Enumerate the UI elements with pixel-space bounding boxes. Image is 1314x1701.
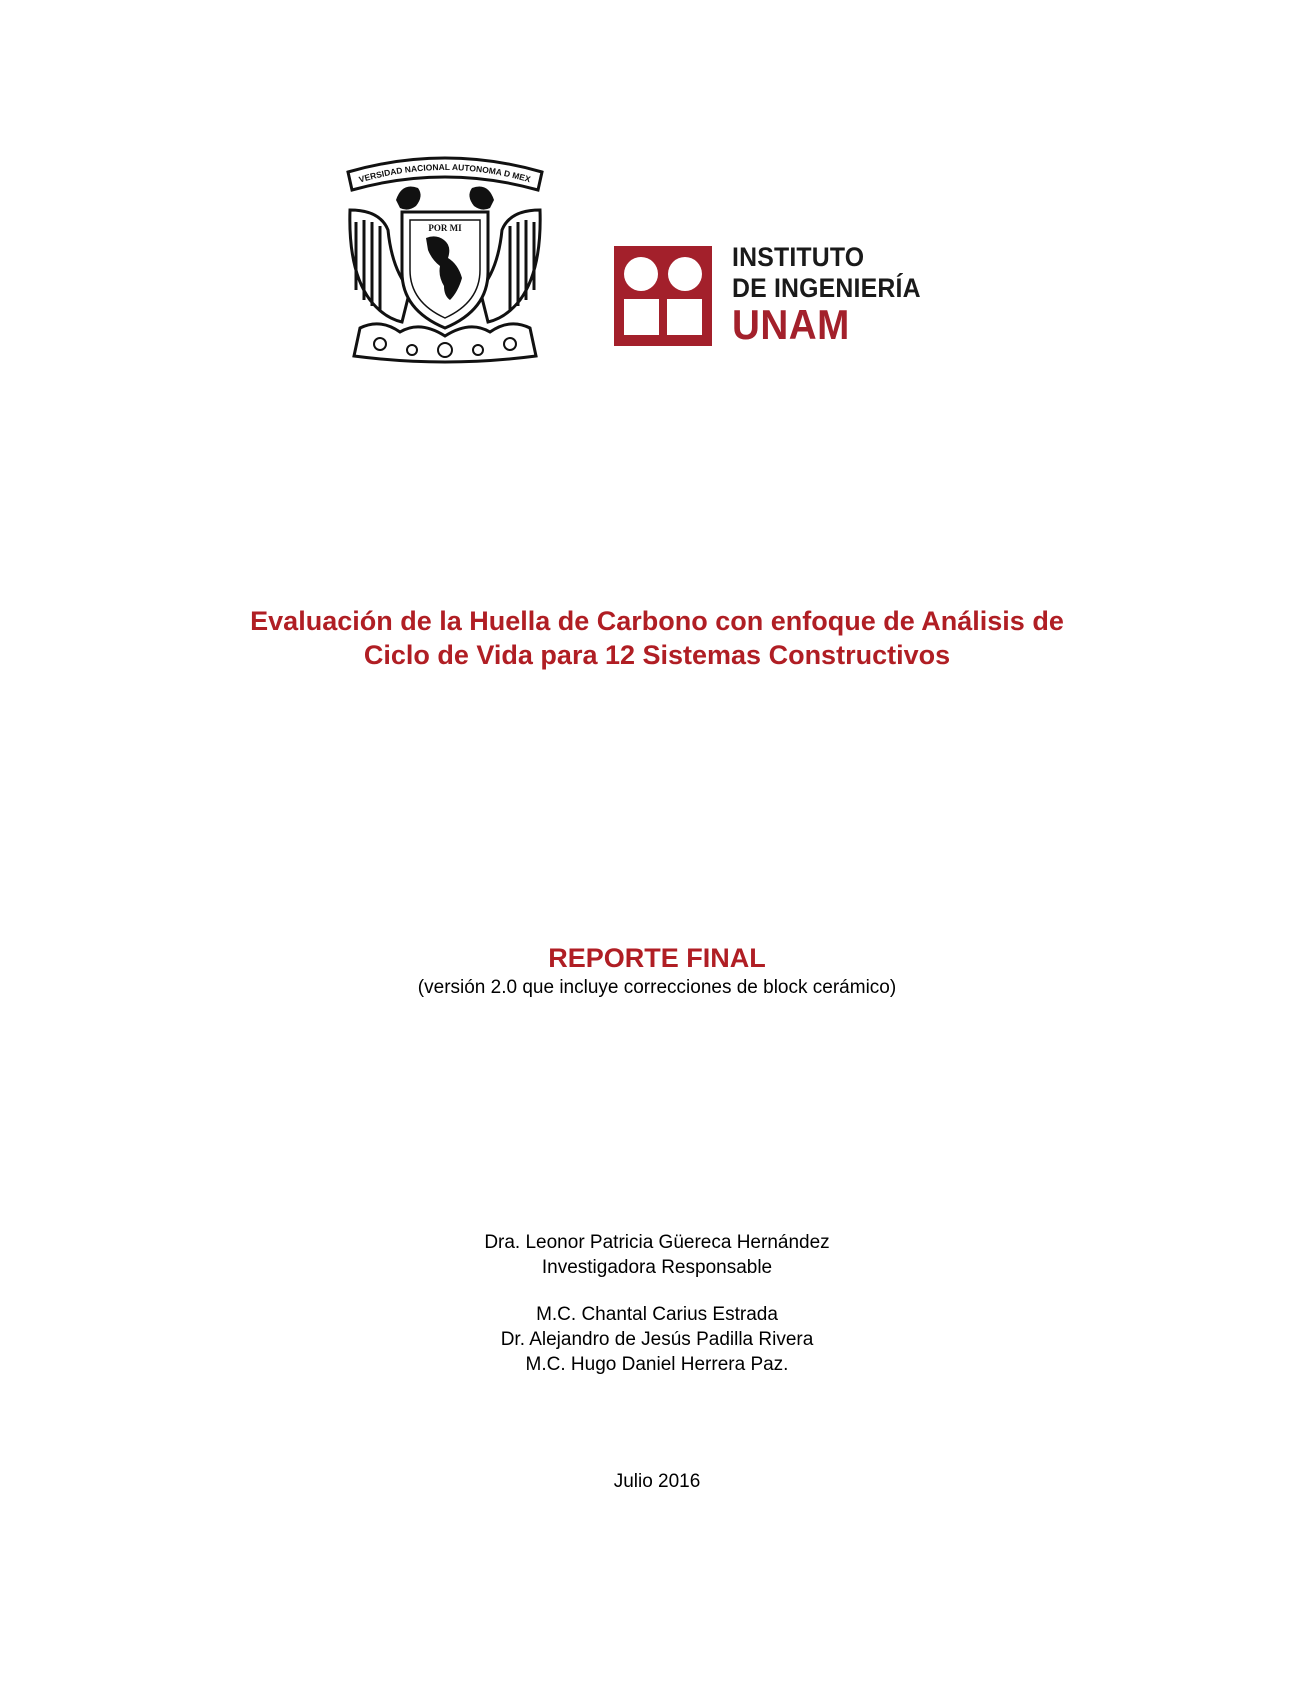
- logo-line-de-ingenieria: DE INGENIERÍA: [732, 273, 921, 303]
- svg-text:POR MI: POR MI: [428, 223, 462, 233]
- collaborator-name: M.C. Hugo Daniel Herrera Paz.: [525, 1354, 789, 1375]
- instituto-ingenieria-wordmark: [732, 240, 937, 346]
- instituto-ingenieria-mark-icon: [614, 246, 712, 346]
- unam-seal-logo: [340, 150, 550, 370]
- collaborator-name: Dr. Alejandro de Jesús Padilla Rivera: [500, 1329, 814, 1350]
- document-title: [120, 604, 1194, 672]
- logo-line-instituto: INSTITUTO: [732, 242, 865, 272]
- authors-spacer: [120, 1280, 1194, 1302]
- lead-author-role: Investigadora Responsable: [541, 1257, 773, 1278]
- authors-block: [120, 1230, 1194, 1377]
- report-date: Julio 2016: [613, 1471, 701, 1492]
- report-heading: REPORTE FINAL: [548, 943, 766, 973]
- report-subtitle: (versión 2.0 que incluye correcciones de block cerámico): [417, 977, 897, 998]
- lead-author-name: Dra. Leonor Patricia Güereca Hernández: [484, 1232, 830, 1253]
- title-line-1: Evaluación de la Huella de Carbono con enfoque de Análisis de: [250, 606, 1064, 636]
- title-line-2: Ciclo de Vida para 12 Sistemas Constructivos: [363, 640, 951, 670]
- svg-text:UNIVERSIDAD NACIONAL AUTONOMA: VERSIDAD NACIONAL AUTONOMA D MEX: [357, 161, 532, 185]
- instituto-ingenieria-logo: [604, 240, 944, 350]
- logo-line-unam: UNAM: [732, 301, 850, 348]
- collaborator-name: M.C. Chantal Carius Estrada: [536, 1304, 778, 1325]
- unam-coat-of-arms-icon: [340, 150, 550, 370]
